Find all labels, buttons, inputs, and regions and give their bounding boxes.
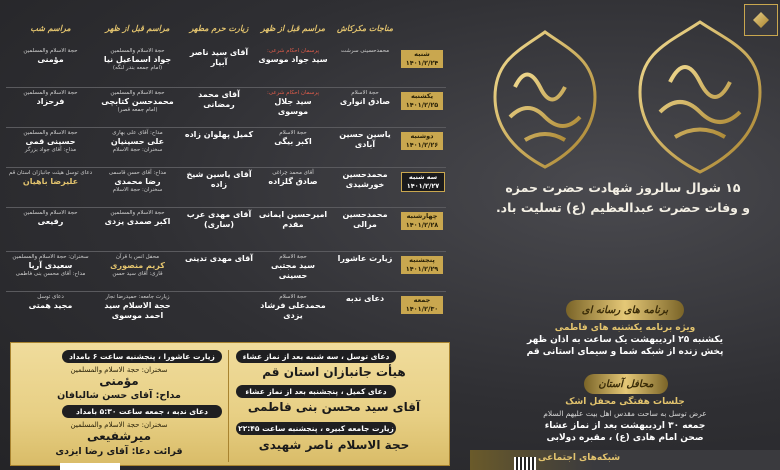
gold-divider xyxy=(228,350,229,462)
row-date-text: ۱۴۰۱/۲/۲۷ xyxy=(406,182,440,190)
gold-l2-small: سخنران: حجة الاسلام والمسلمین xyxy=(70,421,168,429)
cell-caption: زیارت جامعه: حمیدرضا نجار xyxy=(105,294,170,300)
medallion-right xyxy=(640,22,760,172)
schedule-table xyxy=(0,0,446,340)
cell-caption: حجة الاسلام والمسلمین xyxy=(23,130,78,136)
cell-r3-c5 xyxy=(8,130,93,154)
cell-name: آقای سید ناصر آبیار xyxy=(189,48,249,67)
cell-caption: حجة الاسلام xyxy=(279,294,307,300)
cell-name: رضا محمدی xyxy=(114,177,161,186)
mahafel-line-3: جمعه ۳۰ اردیبهشت بعد از نماز عشاء xyxy=(544,421,706,431)
cell-r2-c3 xyxy=(182,90,256,110)
cell-name: اکبر بیگی xyxy=(274,137,312,146)
cell-subcaption: قاری: آقای سید حسن xyxy=(112,271,163,277)
cell-r1-c2 xyxy=(258,48,328,65)
headline-line-1: ۱۵ شوال سالروز شهادت حضرت حمزه xyxy=(505,180,741,195)
row-date-text: ۱۴۰۱/۲/۲۸ xyxy=(405,221,439,229)
page-headline xyxy=(478,178,768,218)
cell-name: سعیدی آریا xyxy=(28,261,73,270)
cell-name: امیرحسین ایمانی مقدم xyxy=(258,210,328,229)
row-day: پنجشنبه xyxy=(409,256,435,264)
program-line-2: پخش زنده از شبکه شما و سیمای استانی قم xyxy=(526,347,724,357)
row-divider xyxy=(6,167,446,168)
cell-name: کمیل پهلوان زاده xyxy=(184,130,254,139)
cell-name: دعای ندبه xyxy=(345,294,385,303)
cell-r7-c2 xyxy=(258,294,328,321)
gold-l1-big: مؤمنی xyxy=(99,374,139,388)
mahafel-line-1: جلسات هفتگی محفل اشک xyxy=(565,397,685,407)
row-divider xyxy=(6,127,446,128)
cell-r2-c2 xyxy=(258,90,328,117)
program-subtitle: ویژه برنامه یکشنبه های فاطمی xyxy=(554,323,696,333)
cell-r1-c4 xyxy=(95,48,180,72)
mahafel-line-4: صحن امام هادی (ع) ، مقبره دولابی xyxy=(546,433,704,443)
cell-r7-c4 xyxy=(95,294,180,321)
cell-r3-c4 xyxy=(95,130,180,154)
col-head-2: مراسم قبل از ظهر xyxy=(260,24,326,33)
row-date-4 xyxy=(401,172,445,192)
cell-caption: حجة الاسلام xyxy=(279,254,307,260)
gold-l1-pill: زیارت عاشورا ، پنجشنبه ساعت ۶ بامداد xyxy=(62,350,222,363)
cell-name: مجید همتی xyxy=(28,301,73,310)
cell-name: سید جلال موسوی xyxy=(274,97,312,116)
row-date-2 xyxy=(401,92,443,110)
cell-r2-c5 xyxy=(8,90,93,107)
cell-subcaption: سخنران: حجة الاسلام xyxy=(112,187,163,193)
cell-caption: محمدحسینی سرشت xyxy=(340,48,390,54)
gold-l2-pill: دعای ندبه ، جمعه ساعت ۵:۳۰ بامداد xyxy=(62,405,222,418)
cell-name: سید مجتبی حسینی xyxy=(271,261,315,280)
cell-caption: حجة الاسلام والمسلمین xyxy=(110,90,165,96)
row-date-text: ۱۴۰۱/۲/۲۹ xyxy=(405,265,439,273)
cell-name: اکبر صمدی یزدی xyxy=(104,217,171,226)
calligraphy-medallions xyxy=(470,12,770,182)
cell-r1-c3 xyxy=(182,48,256,68)
cell-name: آقای یاسین شیخ زاده xyxy=(186,170,252,189)
cell-subcaption: (امام جمعه بندر لنگه) xyxy=(112,65,163,71)
cell-subcaption: مداح: آقای محسن بنی فاطمی xyxy=(15,271,86,277)
cell-name: سید جواد موسوی xyxy=(258,55,328,64)
cell-r4-c2 xyxy=(258,170,328,187)
cell-caption: سخنران: حجة الاسلام والمسلمین xyxy=(12,254,89,260)
cell-name: مؤمنی xyxy=(37,55,64,64)
row-date-text: ۱۴۰۱/۲/۳۰ xyxy=(405,305,439,313)
cell-subcaption: سخنران: حجة الاسلام xyxy=(112,147,163,153)
cell-r4-c3 xyxy=(182,170,256,190)
social-label[interactable]: شبکه‌های اجتماعی xyxy=(538,453,621,463)
gold-r2-big: آقای سید محسن بنی فاطمی xyxy=(247,400,421,414)
cell-caption: محفل انس با قرآن xyxy=(115,254,160,260)
cell-caption: پرسمان احکام شرعی: xyxy=(267,90,319,96)
cell-name: فرحزاد xyxy=(36,97,65,106)
cell-name: کریم منصوری xyxy=(110,261,165,270)
cell-r6-c3 xyxy=(182,254,256,264)
row-divider xyxy=(6,207,446,208)
row-date-text: ۱۴۰۱/۲/۲۴ xyxy=(405,59,439,67)
cell-caption: حجة الاسلام xyxy=(279,130,307,136)
cell-name: آقای مهدی عرب (ساری) xyxy=(186,210,252,229)
gold-r2-pill: دعای کمیل ، پنجشنبه بعد از نماز عشاء xyxy=(236,385,396,398)
mahafel-line-2: عرض توسل به ساحت مقدس اهل بیت علیهم السلام xyxy=(543,409,707,418)
row-date-3 xyxy=(401,132,443,150)
cell-name: علی حسینیان xyxy=(110,137,165,146)
cell-caption: حجة الاسلام والمسلمین xyxy=(110,210,165,216)
cell-caption: حجة الاسلام والمسلمین xyxy=(23,90,78,96)
row-date-text: ۱۴۰۱/۲/۲۶ xyxy=(405,141,439,149)
cell-name: علیرضا باهیان xyxy=(22,177,79,186)
emblem-icon xyxy=(753,12,769,28)
cell-r3-c1 xyxy=(330,130,400,150)
cell-name: جواد اسماعیل نیا xyxy=(103,55,172,64)
program-line-1: یکشنبه ۲۵ اردیبهشت یک ساعت به اذان ظهر xyxy=(527,335,723,345)
cell-r4-c1 xyxy=(330,170,400,190)
cell-subcaption: مداح: آقای جواد بزرگر xyxy=(24,147,77,153)
bottom-strip xyxy=(60,463,120,470)
row-day: یکشنبه xyxy=(410,92,434,100)
medallion-left xyxy=(495,32,595,167)
row-divider xyxy=(6,87,446,88)
cell-r4-c4 xyxy=(95,170,180,194)
row-date-6 xyxy=(401,256,443,274)
row-date-1 xyxy=(401,50,443,68)
cell-subcaption: (امام جمعه قصر) xyxy=(117,107,158,113)
col-head-4: مراسم قبل از ظهر xyxy=(105,24,170,33)
cell-caption: آقای محمد چراغی xyxy=(272,170,314,176)
row-date-5 xyxy=(401,212,443,230)
cell-name: یاسین حسین آبادی xyxy=(339,130,391,149)
cell-r6-c2 xyxy=(258,254,328,281)
cell-caption: مداح: آقای حسن قاسمی xyxy=(108,170,167,176)
cell-caption: دعای توسل xyxy=(37,294,64,300)
headline-line-2: و وفات حضرت عبدالعظیم (ع) تسلیت باد. xyxy=(495,200,751,215)
program-title-ornament xyxy=(566,300,684,320)
row-day: جمعه xyxy=(413,296,431,304)
cell-caption: حجة الاسلام والمسلمین xyxy=(23,210,78,216)
row-date-7 xyxy=(401,296,443,314)
cell-r7-c5 xyxy=(8,294,93,311)
qr-code xyxy=(514,457,536,470)
cell-caption: حجة الاسلام والمسلمین xyxy=(23,48,78,54)
cell-r2-c1 xyxy=(330,90,400,107)
row-day: سه شنبه xyxy=(408,173,438,181)
logo-emblem xyxy=(744,4,778,36)
cell-r1-c1 xyxy=(330,48,400,55)
cell-r4-c5 xyxy=(8,170,93,187)
program-info xyxy=(478,322,772,358)
cell-r5-c5 xyxy=(8,210,93,227)
cell-r5-c1 xyxy=(330,210,400,230)
row-day: دوشنبه xyxy=(410,132,434,140)
col-head-1: مناجات مکرکاش xyxy=(337,24,393,33)
cell-name: زیارت عاشورا xyxy=(337,254,393,263)
cell-r5-c4 xyxy=(95,210,180,227)
col-head-3: زیارت حرم مطهر xyxy=(189,24,249,33)
cell-name: حجة الاسلام سید احمد موسوی xyxy=(104,301,171,320)
row-day: شنبه xyxy=(414,50,430,58)
cell-name: محمدحسین مرالی xyxy=(342,210,388,229)
cell-r6-c4 xyxy=(95,254,180,278)
mahafel-title: محافل آستان xyxy=(598,378,654,390)
cell-name: صادق گلزاده xyxy=(268,177,318,186)
cell-caption: حجة الاسلام xyxy=(351,90,379,96)
mahafel-title-ornament xyxy=(584,374,668,394)
program-title: برنامه های رسانه ای xyxy=(581,304,669,316)
cell-caption: دعای توسل هیئت جانبازان استان قم xyxy=(8,170,93,176)
cell-r6-c5 xyxy=(8,254,93,278)
cell-r5-c3 xyxy=(182,210,256,230)
gold-l2-big: میرشفیعی xyxy=(86,429,152,443)
cell-r3-c2 xyxy=(258,130,328,147)
gold-r1-pill: دعای توسل ، سه شنبه بعد از نماز عشاء xyxy=(236,350,396,363)
cell-r5-c2 xyxy=(258,210,328,230)
gold-r3-big: حجة الاسلام ناصر شهیدی xyxy=(258,438,410,452)
row-day: چهارشنبه xyxy=(406,212,438,220)
gold-l1-madah: مداح: آقای حسن شالبافان xyxy=(57,390,181,401)
cell-r1-c5 xyxy=(8,48,93,65)
cell-r2-c4 xyxy=(95,90,180,114)
row-divider xyxy=(6,251,446,252)
cell-name: محمدعلی فرشاد یزدی xyxy=(260,301,326,320)
cell-name: رفیعی xyxy=(37,217,64,226)
cell-name: حسینی قمی xyxy=(25,137,76,146)
cell-caption: حجة الاسلام والمسلمین xyxy=(110,48,165,54)
gold-r3-pill: زیارت جامعه کبیره ، پنجشنبه ساعت ۲۲:۴۵ xyxy=(236,422,396,435)
cell-name: محمدحسین خورشیدی xyxy=(342,170,388,189)
cell-r7-c1 xyxy=(330,294,400,304)
gold-r1-big: هیأت جانبازان استان قم xyxy=(262,365,406,379)
gold-l2-madah: قرائت دعا: آقای رضا ایزدی xyxy=(55,446,183,457)
cell-r6-c1 xyxy=(330,254,400,264)
mahafel-info xyxy=(478,396,772,444)
gold-l1-small: سخنران: حجة الاسلام والمسلمین xyxy=(70,366,168,374)
col-head-5: مراسم شب xyxy=(30,24,71,33)
cell-r3-c3 xyxy=(182,130,256,140)
row-date-text: ۱۴۰۱/۲/۲۵ xyxy=(405,101,439,109)
row-divider xyxy=(6,291,446,292)
cell-name: محمدحسن کتابچی xyxy=(101,97,174,106)
cell-name: آقای مهدی تدینی xyxy=(184,254,254,263)
cell-name: صادق انواری xyxy=(339,97,391,106)
cell-caption: مداح: آقای علی بهاری xyxy=(112,130,163,136)
cell-caption: پرسمان احکام شرعی: xyxy=(267,48,319,54)
cell-name: آقای محمد رمضانی xyxy=(198,90,240,109)
